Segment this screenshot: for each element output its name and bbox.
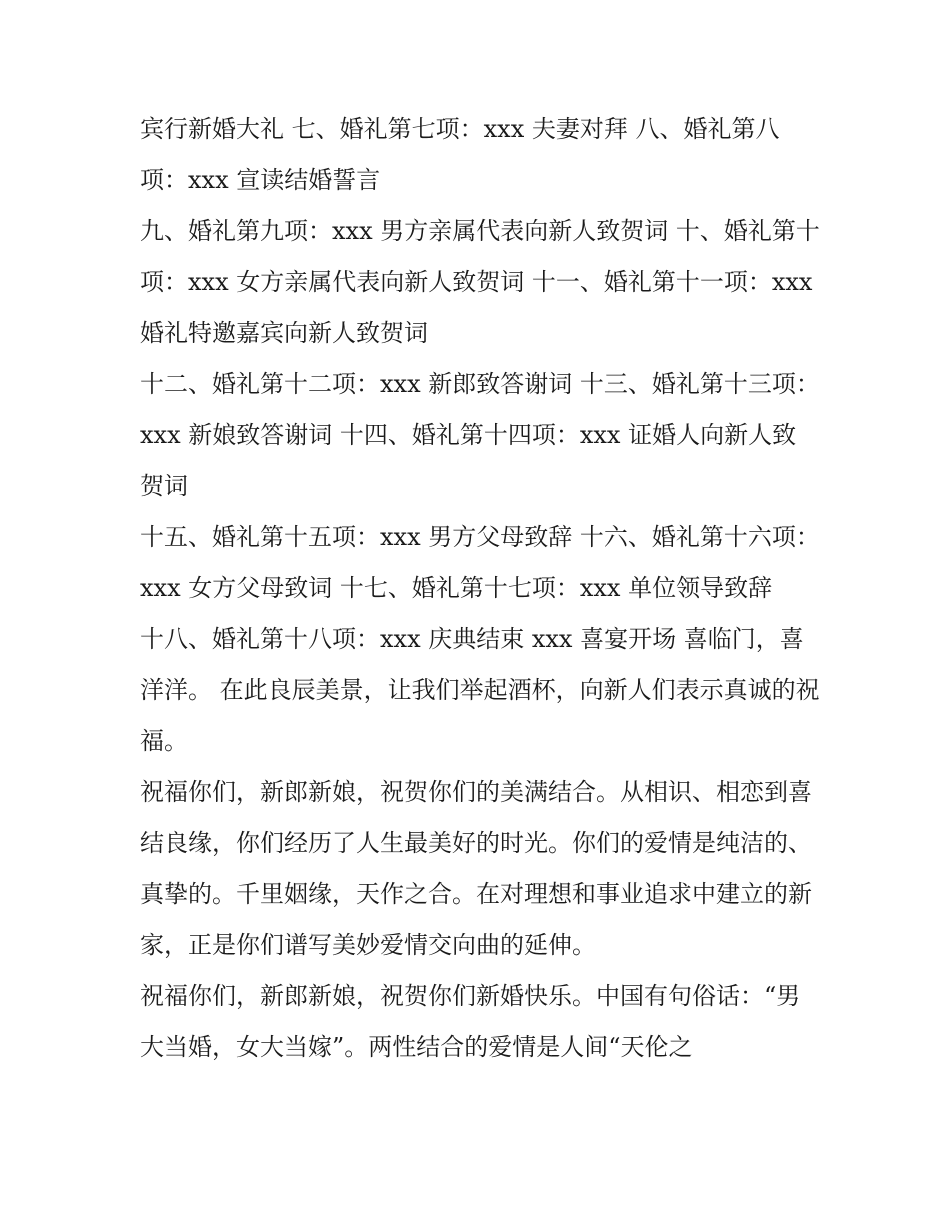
paragraph-7: 祝福你们，新郎新娘，祝贺你们新婚快乐。中国有句俗话：“男大当婚，女大当嫁”。两性结合的爱情是人间“天伦之 [140, 982, 801, 1061]
paragraph-5: 十八、婚礼第十八项：xxx 庆典结束 xxx 喜宴开场 喜临门，喜洋洋。 在此良辰美景，让我们举起酒杯，向新人们表示真诚的祝福。 [140, 625, 820, 755]
document-body [140, 104, 820, 1073]
paragraph-1: 宾行新婚大礼 七、婚礼第七项：xxx 夫妻对拜 八、婚礼第八项：xxx 宣读结婚誓言 [140, 115, 780, 194]
paragraph-6: 祝福你们，新郎新娘，祝贺你们的美满结合。从相识、相恋到喜结良缘，你们经历了人生最美好的时光。你们的爱情是纯洁的、真挚的。千里姻缘，天作之合。在对理想和事业追求中建立的新家，正是你们谱写美妙爱情交向曲的延伸。 [140, 778, 812, 959]
paragraph-3: 十二、婚礼第十二项：xxx 新郎致答谢词 十三、婚礼第十三项：xxx 新娘致答谢词 十四、婚礼第十四项：xxx 证婚人向新人致贺词 [140, 370, 820, 500]
paragraph-4: 十五、婚礼第十五项：xxx 男方父母致辞 十六、婚礼第十六项：xxx 女方父母致词 十七、婚礼第十七项：xxx 单位领导致辞 [140, 523, 820, 602]
paragraph-2: 九、婚礼第九项：xxx 男方亲属代表向新人致贺词 十、婚礼第十项：xxx 女方亲属代表向新人致贺词 十一、婚礼第十一项：xxx 婚礼特邀嘉宾向新人致贺词 [140, 217, 820, 347]
